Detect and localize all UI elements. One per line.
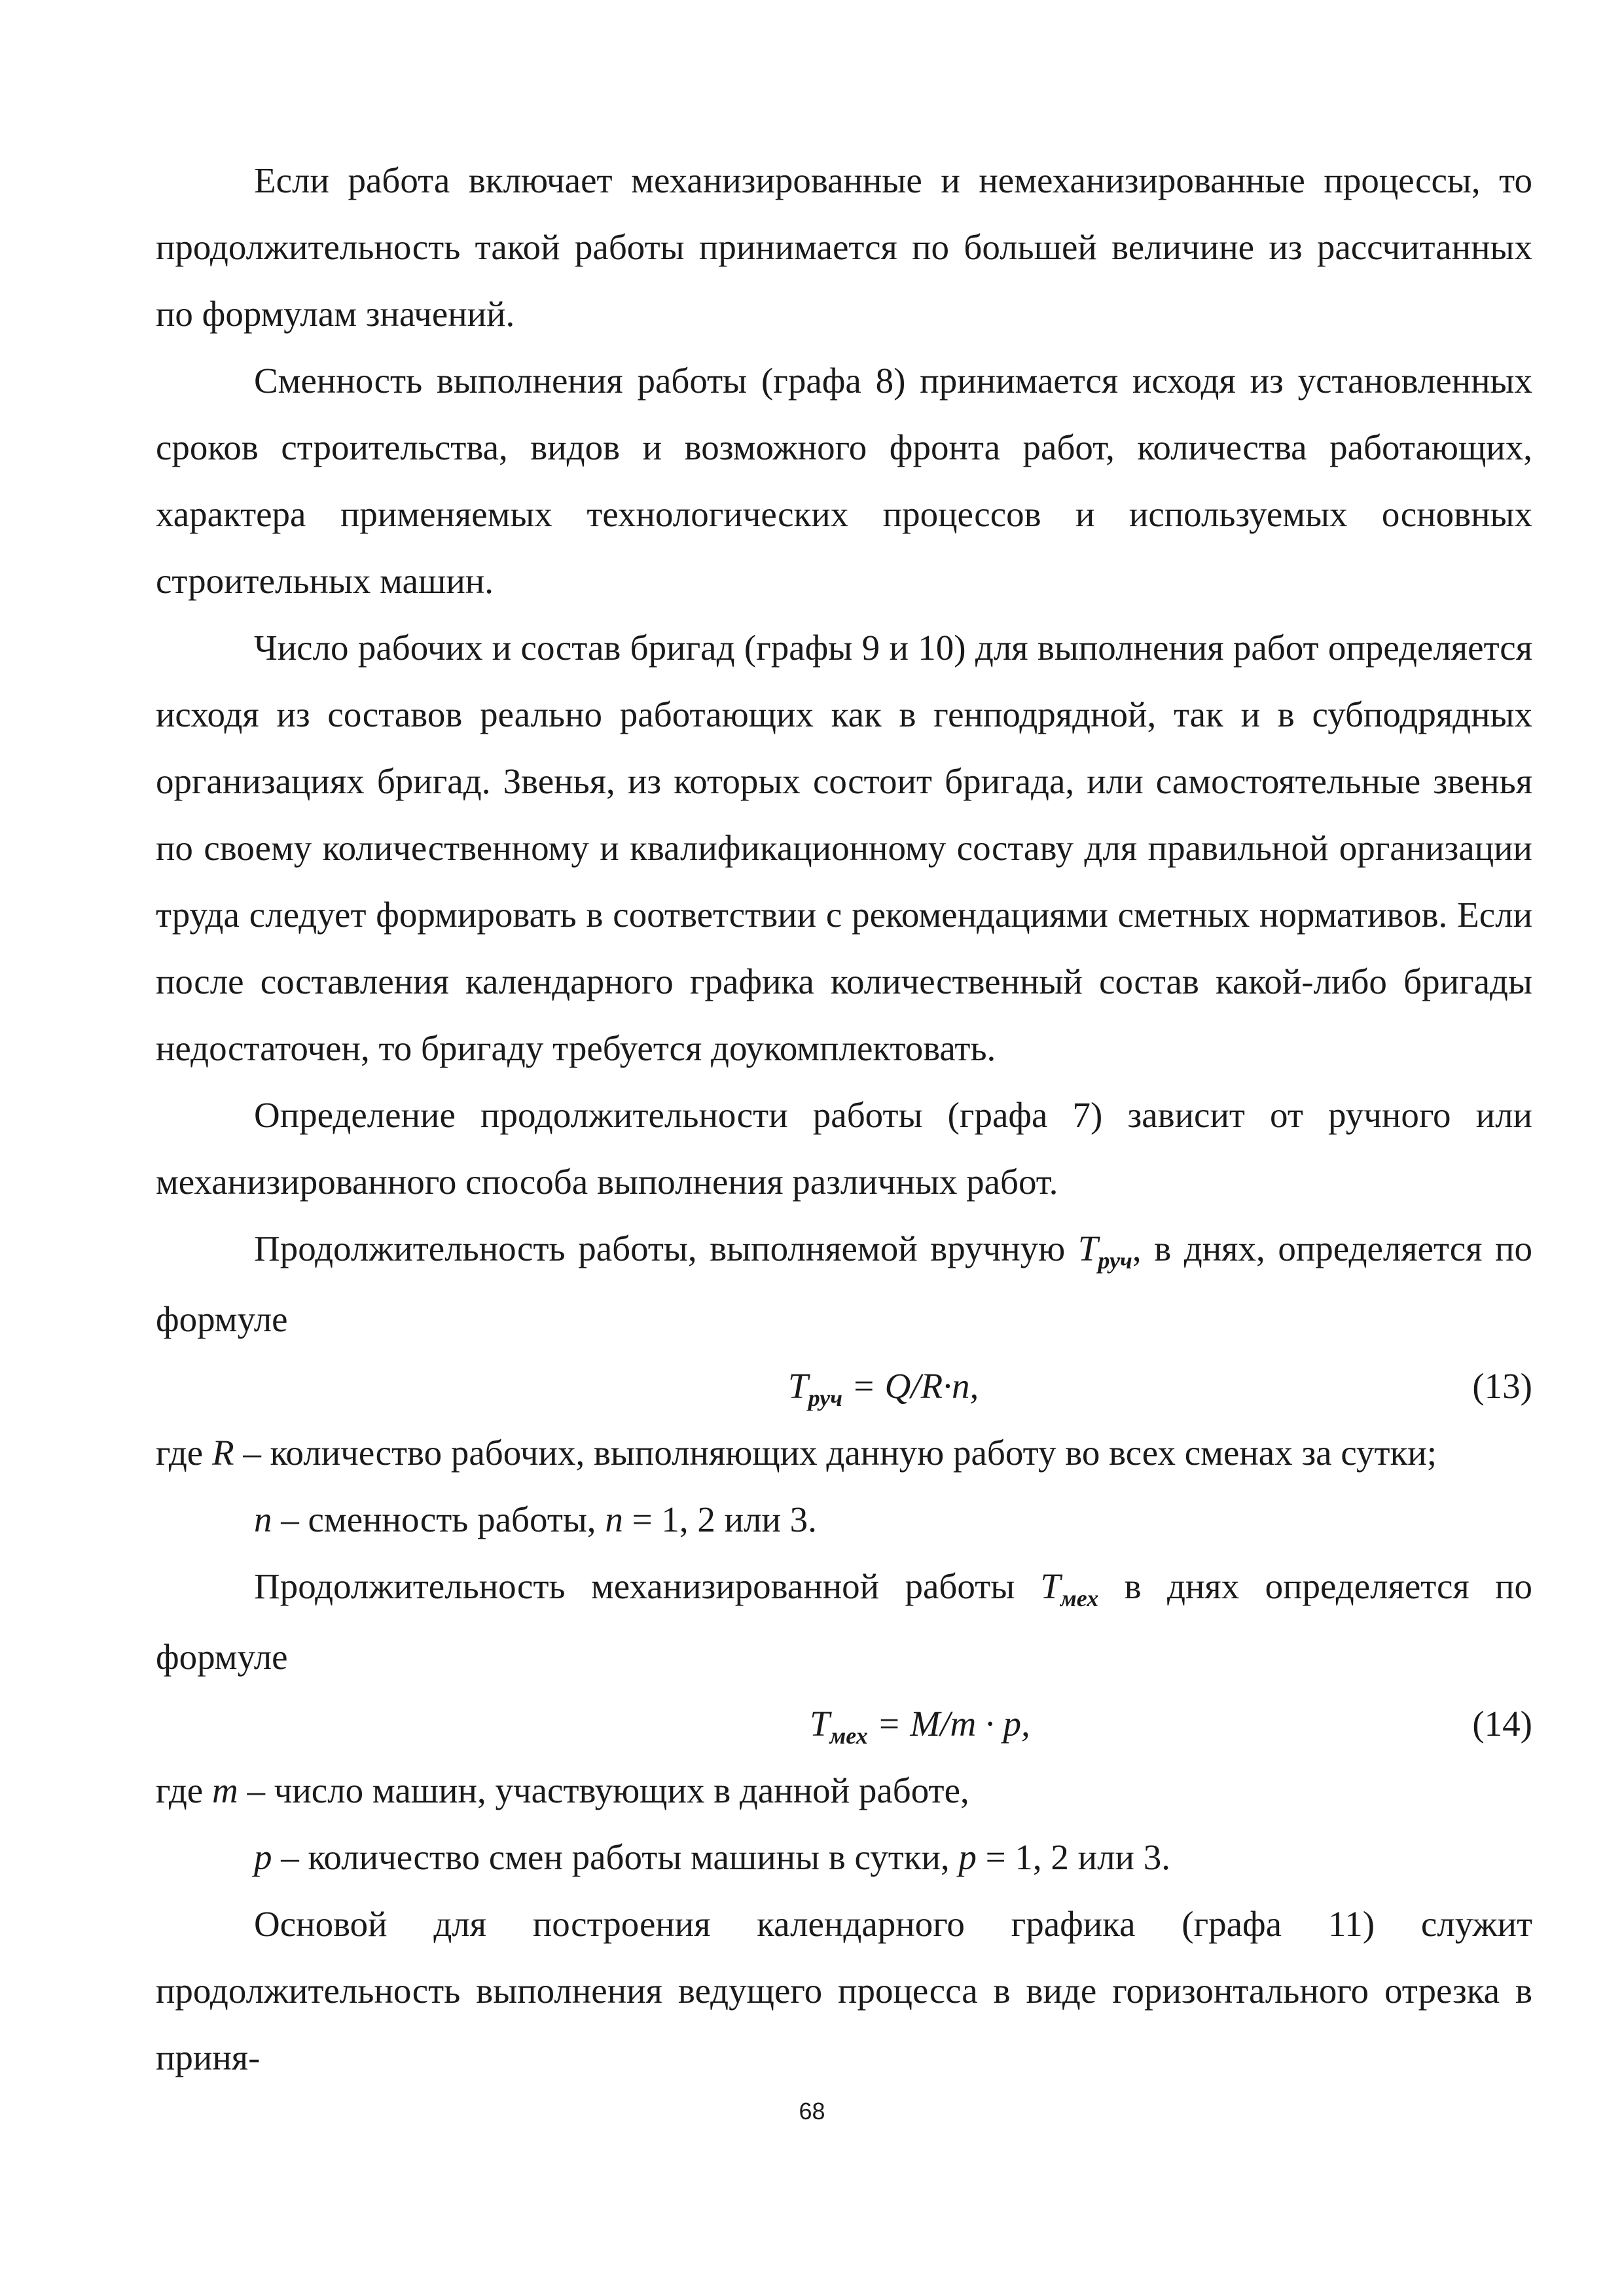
subscript: мех [829,1723,868,1749]
variable: n [605,1499,623,1539]
paragraph: Основой для построения календарного графика (графа 11) служит продолжительность выполнения ведущего процесса в виде горизонтального отрезка в приня- [156,1904,1532,2077]
variable: m [211,1770,238,1810]
paragraph [156,1215,1532,1353]
where-line [156,1486,1532,1553]
variable: R [211,1433,234,1473]
text: где [156,1770,212,1810]
paragraph: Если работа включает механизированные и немеханизированные процессы, то продолжительность такой работы принимается по большей величине из рассчитанных по формулам значений. [156,160,1532,334]
text: – сменность работы, [272,1499,605,1539]
paragraph-text: Продолжительность работы, выполняемой вручную [254,1229,1078,1268]
paragraph-text: , в днях, определяется по формуле [156,1229,1532,1339]
variable: T [1040,1566,1061,1606]
formula-rhs: = Q/R·n, [842,1366,979,1406]
variable: T [788,1366,808,1406]
formula-number: (14) [1472,1704,1532,1744]
text: где [156,1433,212,1473]
subscript: руч [1098,1247,1132,1274]
where-line [156,1757,1532,1824]
formula-expression [810,1691,1030,1761]
where-line [156,1824,1532,1891]
formula-number: (13) [1472,1366,1532,1406]
text: = 1, 2 или 3. [976,1837,1170,1877]
page-number: 68 [799,2098,825,2125]
variable: T [1077,1229,1098,1268]
body-text [156,147,1532,2091]
paragraph: Определение продолжительности работы (графа 7) зависит от ручного или механизированного способа выполнения различных работ. [156,1095,1532,1202]
text: – количество рабочих, выполняющих данную работу во всех сменах за сутки; [234,1433,1437,1473]
subscript: руч [808,1385,842,1411]
subscript: мех [1060,1585,1099,1611]
text: – число машин, участвующих в данной работе, [238,1770,969,1810]
variable: p [254,1837,272,1877]
variable: T [810,1704,830,1744]
text: – количество смен работы машины в сутки, [272,1837,959,1877]
paragraph [156,1553,1532,1691]
formula-14 [156,1691,1532,1757]
paragraph-text: Продолжительность механизированной работы [254,1566,1041,1606]
formula-expression [788,1353,979,1424]
where-line [156,1420,1532,1486]
formula-13 [156,1353,1532,1420]
text: = 1, 2 или 3. [623,1499,817,1539]
formula-rhs: = M/m · p, [867,1704,1030,1744]
paragraph: Число рабочих и состав бригад (графы 9 и 10) для выполнения работ определяется исходя из составов реально работающих как в генподрядной, так и в субподрядных организациях бригад. Звенья, из которых состоит бригада, или самостоятельные звенья по своему количественному и квалификационному составу для правильной организации труда следует формировать в соответствии с рекомендациями сметных нормативов. Если после составления календарного графика количественный состав какой-либо бригады недостаточен, то бригаду требуется доукомплектовать. [156,628,1532,1068]
variable: n [254,1499,272,1539]
paragraph-text: в днях определяется по формуле [156,1566,1532,1677]
paragraph: Сменность выполнения работы (графа 8) принимается исходя из установленных сроков строительства, видов и возможного фронта работ, количества работающих, характера применяемых технологических процессов и используемых основных строительных машин. [156,361,1532,601]
variable: p [958,1837,977,1877]
